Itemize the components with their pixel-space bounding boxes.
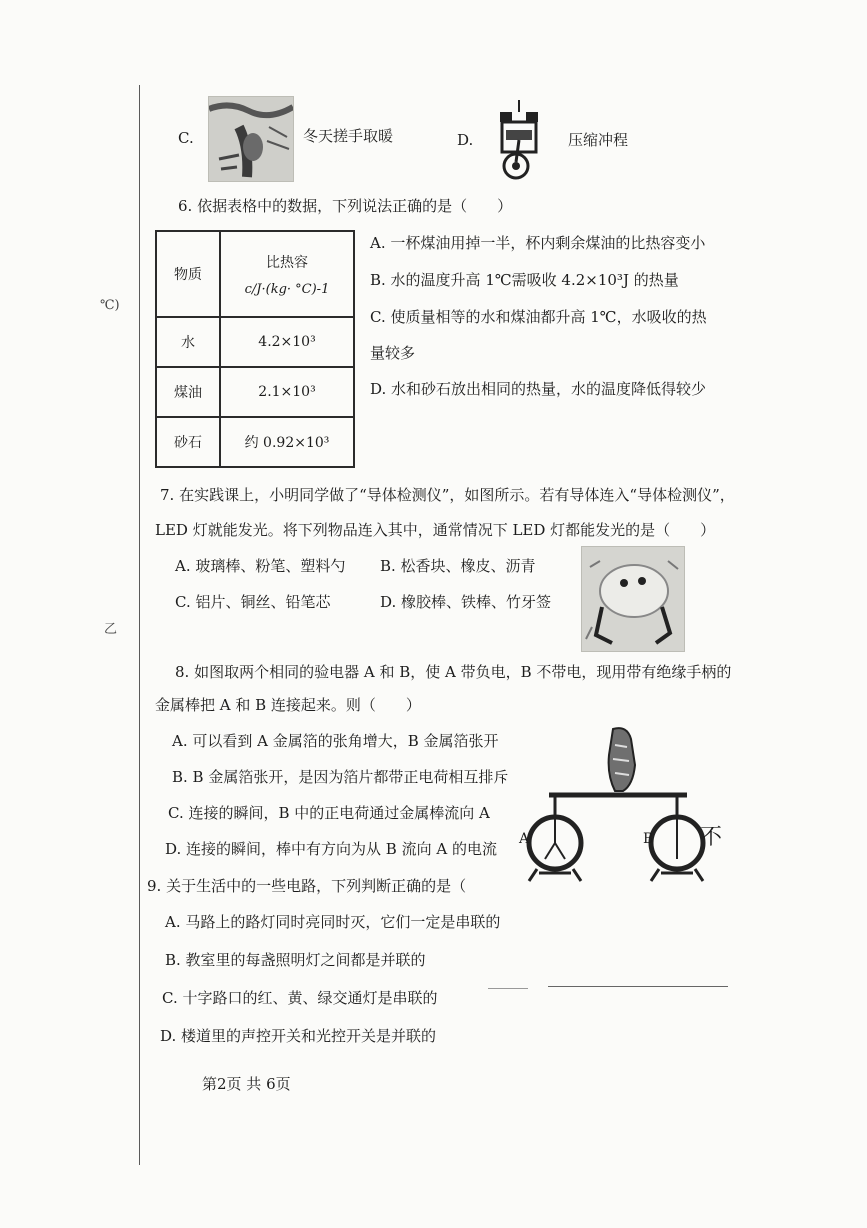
q6-option-d: D. 水和砂石放出相同的热量，水的温度降低得较少 [370, 380, 707, 398]
compression-stroke-image [496, 100, 542, 184]
specific-heat-table [155, 230, 355, 468]
hand-rubbing-image [208, 96, 294, 182]
q8-option-d: D. 连接的瞬间，棒中有方向为从 B 流向 A 的电流 [165, 840, 497, 858]
table-row [156, 317, 354, 367]
q8-stem-line1: 8. 如图取两个相同的验电器 A 和 B，使 A 带负电，B 不带电，现用带有绝缘手柄的 [175, 663, 732, 681]
q5-option-c-letter: C. [178, 129, 194, 147]
table-header-substance: 物质 [156, 231, 220, 317]
q7-option-c: C. 铝片、铜丝、铅笔芯 [175, 593, 331, 611]
electroscope-label-a: A [519, 831, 530, 847]
q9-option-a: A. 马路上的路灯同时亮同时灭，它们一定是串联的 [165, 913, 501, 931]
answer-rule-faint [488, 988, 528, 989]
table-cell-value: 4.2×10³ [220, 317, 354, 367]
q6-option-c-line1: C. 使质量相等的水和煤油都升高 1℃，水吸收的热 [370, 308, 707, 326]
electroscope-label-b: B [643, 831, 654, 847]
q9-option-c: C. 十字路口的红、黄、绿交通灯是串联的 [162, 989, 438, 1007]
margin-mark-2: 乙 [104, 622, 118, 637]
electroscope-sketch [515, 725, 723, 885]
q8-option-c: C. 连接的瞬间，B 中的正电荷通过金属棒流向 A [168, 804, 490, 822]
q9-stem: 9. 关于生活中的一些电路，下列判断正确的是（ [147, 877, 467, 895]
q7-option-d: D. 橡胶棒、铁棒、竹牙签 [380, 593, 552, 611]
handwritten-note: 不 [700, 825, 723, 850]
table-header-specific-heat [220, 231, 354, 317]
conductor-tester-sketch [582, 547, 684, 651]
q8-stem-line2: 金属棒把 A 和 B 连接起来。则（ ） [155, 696, 421, 714]
table-cell-substance: 砂石 [156, 417, 220, 467]
q8-option-a: A. 可以看到 A 金属箔的张角增大，B 金属箔张开 [172, 732, 499, 750]
table-row [156, 367, 354, 417]
q5-option-d-letter: D. [457, 131, 474, 149]
margin-rule [139, 85, 140, 1165]
q6-option-b: B. 水的温度升高 1℃需吸收 4.2×10³J 的热量 [370, 271, 679, 289]
q6-option-a: A. 一杯煤油用掉一半，杯内剩余煤油的比热容变小 [370, 234, 706, 252]
q5-option-d-text: 压缩冲程 [568, 131, 629, 149]
table-cell-substance: 水 [156, 317, 220, 367]
table-cell-value: 2.1×10³ [220, 367, 354, 417]
electroscope-figure [515, 725, 723, 885]
q9-option-b: B. 教室里的每盏照明灯之间都是并联的 [165, 951, 426, 969]
q5-option-c-text: 冬天搓手取暖 [303, 127, 394, 145]
q9-option-d: D. 楼道里的声控开关和光控开关是并联的 [160, 1027, 437, 1045]
conductor-tester-image [581, 546, 685, 652]
q7-stem-line1: 7. 在实践课上，小明同学做了“导体检测仪”，如图所示。若有导体连入“导体检测仪”， [160, 486, 735, 504]
page-number: 第2页 共 6页 [202, 1075, 291, 1093]
q7-stem-line2: LED 灯就能发光。将下列物品连入其中，通常情况下 LED 灯都能发光的是（ ） [155, 521, 716, 539]
margin-mark-1: ℃) [100, 298, 120, 313]
table-cell-substance: 煤油 [156, 367, 220, 417]
table-row [156, 417, 354, 467]
table-cell-value: 约 0.92×10³ [220, 417, 354, 467]
q6-option-c-line2: 量较多 [370, 344, 416, 362]
hand-rubbing-sketch [209, 97, 293, 181]
q7-option-b: B. 松香块、橡皮、沥青 [380, 557, 536, 575]
table-header-line1: 比热容 [266, 254, 308, 271]
q7-option-a: A. 玻璃棒、粉笔、塑料勺 [175, 557, 346, 575]
engine-cylinder-icon [496, 100, 542, 184]
q8-option-b: B. B 金属箔张开，是因为箔片都带正电荷相互排斥 [172, 768, 509, 786]
table-header-unit: c/J·(kg· °C)-1 [244, 281, 330, 297]
q6-stem: 6. 依据表格中的数据，下列说法正确的是（ ） [178, 197, 513, 215]
answer-rule [548, 986, 728, 987]
